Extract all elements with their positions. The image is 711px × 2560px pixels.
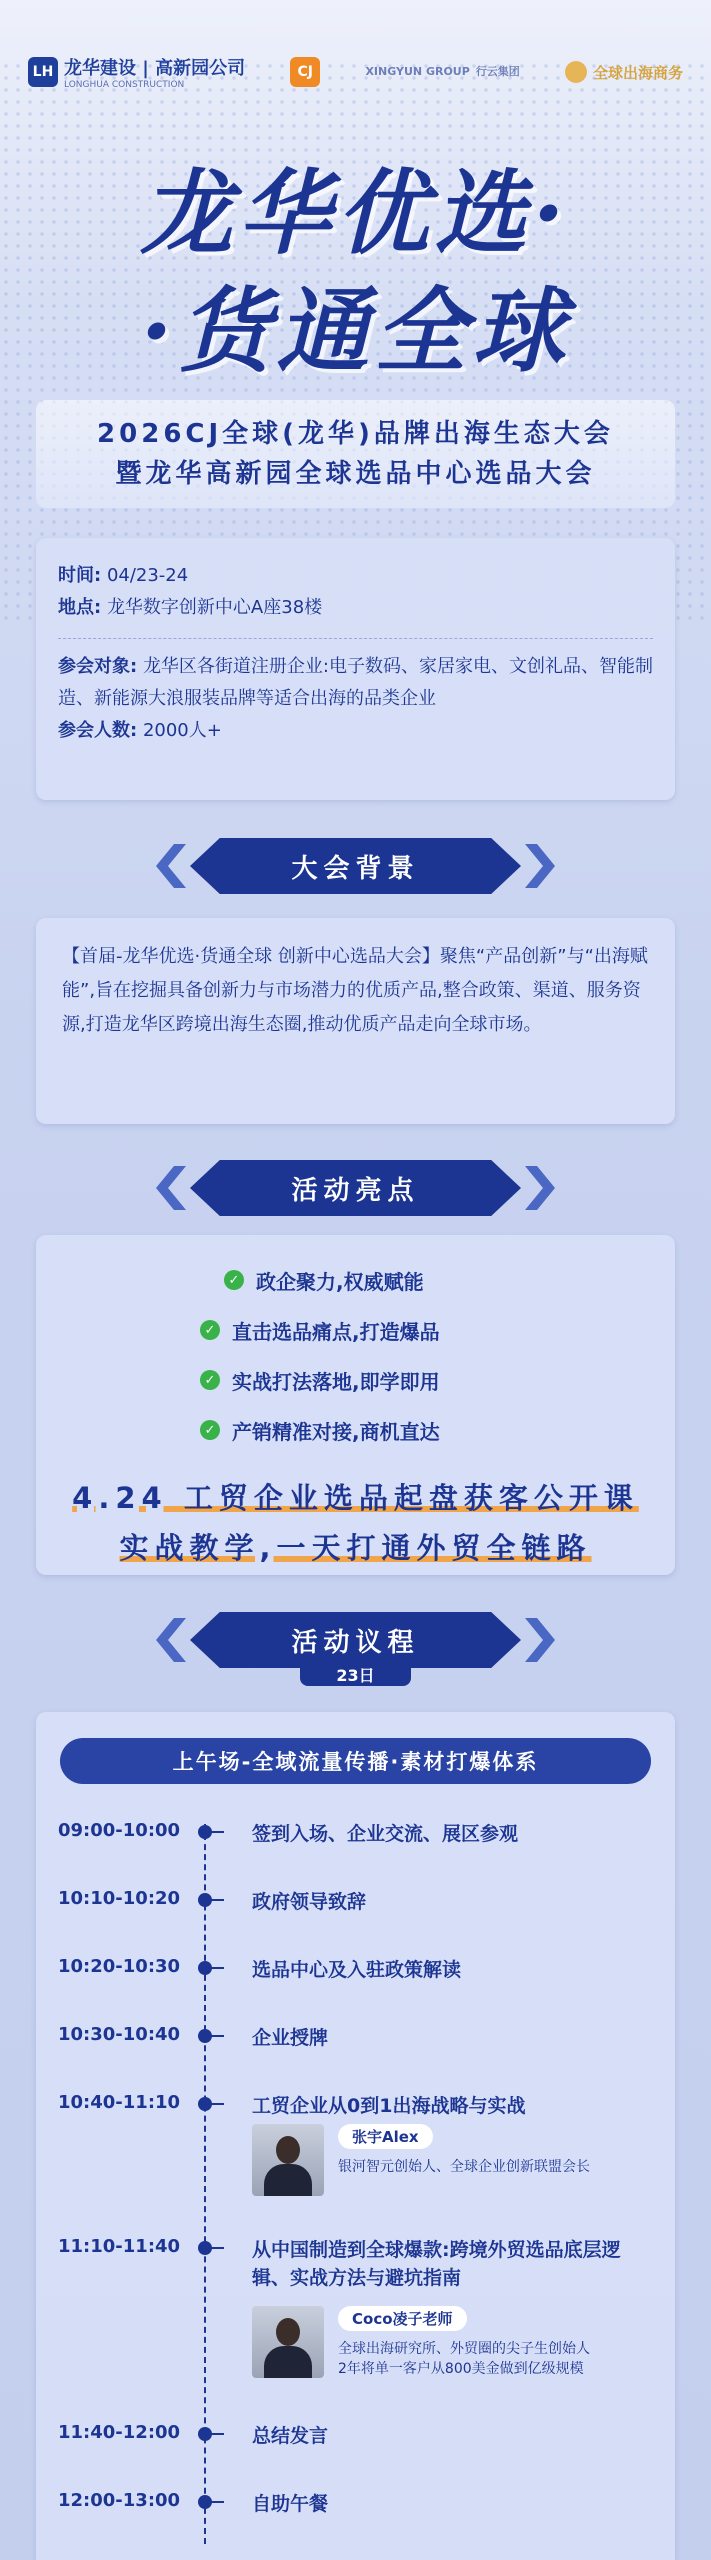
timeline-dot — [198, 1825, 212, 1839]
check-icon: ✓ — [200, 1320, 220, 1340]
speaker-photo — [252, 2306, 324, 2378]
schedule-card: 上午场-全域流量传播·素材打爆体系 09:00-10:00 签到入场、企业交流、展区参观 10:10-10:20 政府领导致辞 10:20-10:30 选品中心及入驻政策解读 10:30-10:40 企业授牌 10:40-11:10 工贸企业从0到1出海战略与实战 张宇Alex 银河智元创始人、全球企业创新联盟会长 11:10-11:40 从中国制造到全球爆款:跨境外贸选品底层逻辑、实战方法与避坑指南 Coco凌子老师 全球出海研究所、外贸圈的尖子生创始人 2年将单一客户从800美金做到亿级规模 11:40-12:00 总结发言 12:00-13:00 自助午餐 — [36, 1712, 675, 2560]
timeline-dot — [198, 2241, 212, 2255]
highlights-card — [36, 1235, 675, 1575]
place-row: 地点: 龙华数字创新中心A座38楼 — [58, 597, 323, 618]
slogan-line1: 4.24 工贸企业选品起盘获客公开课 — [72, 1481, 639, 1515]
speaker-card — [252, 2306, 590, 2379]
longhua-logo-sub: LONGHUA CONSTRUCTION — [64, 80, 185, 90]
highlight-item: ✓ 产销精准对接,商机直达 — [36, 1405, 675, 1455]
background-text: 【首届-龙华优选·货通全球 创新中心选品大会】聚焦“产品创新”与“出海赋能”,旨在挖掘具备创新力与市场潜力的优质产品,整合政策、渠道、服务资源,打造龙华区跨境出海生态圈,推动优质产品走向全球市场。 — [62, 946, 648, 1035]
xingyun-logo-sub: 行云集团 — [475, 65, 520, 78]
count-row: 参会人数: 2000人+ — [58, 720, 222, 741]
timeline-dot — [198, 2495, 212, 2509]
session-title: 上午场-全域流量传播·素材打爆体系 — [60, 1738, 651, 1784]
speaker-photo — [252, 2124, 324, 2196]
subtitle-line2: 暨龙华高新园全球选品中心选品大会 — [115, 459, 596, 489]
section-banner-background — [190, 838, 521, 894]
highlight-item: ✓ 直击选品痛点,打造爆品 — [36, 1305, 675, 1355]
section-title-highlights: 活动亮点 — [291, 1175, 420, 1206]
event-subtitle — [36, 400, 675, 508]
schedule-date: 23日 — [336, 1666, 375, 1685]
speaker-name: Coco凌子老师 — [338, 2306, 467, 2331]
speaker-role: 全球出海研究所、外贸圈的尖子生创始人 2年将单一客户从800美金做到亿级规模 — [338, 2341, 590, 2377]
longhua-logo-name: 龙华建设 | 高新园公司 — [64, 58, 246, 79]
info-card — [36, 538, 675, 800]
timeline-dot — [198, 1893, 212, 1907]
global-business-logo — [565, 61, 683, 83]
xingyun-logo — [365, 66, 519, 78]
timeline-dot — [198, 2029, 212, 2043]
logo-bar — [28, 50, 683, 94]
section-title-background: 大会背景 — [291, 853, 420, 884]
hero-title-line2: ·货通全球 — [140, 277, 571, 385]
slogan-line2: 实战教学,一天打通外贸全链路 — [119, 1531, 592, 1565]
audience-row: 参会对象: 龙华区各街道注册企业:电子数码、家居家电、文创礼品、智能制造、新能源大浪服装品牌等适合出海的品类企业 — [58, 656, 653, 709]
section-banner-highlights — [190, 1160, 521, 1216]
background-card — [36, 918, 675, 1124]
timeline-dot — [198, 1961, 212, 1975]
xingyun-logo-name: XINGYUN GROUP — [365, 65, 470, 78]
check-icon: ✓ — [200, 1420, 220, 1440]
time-row: 时间: 04/23-24 — [58, 565, 189, 586]
highlight-item: ✓ 政企聚力,权威赋能 — [36, 1255, 675, 1305]
check-icon: ✓ — [224, 1270, 244, 1290]
speaker-name: 张宇Alex — [338, 2124, 433, 2149]
timeline-dot — [198, 2097, 212, 2111]
speaker-role: 银河智元创始人、全球企业创新联盟会长 — [338, 2159, 590, 2175]
longhua-logo — [28, 54, 245, 90]
section-title-schedule: 活动议程 — [291, 1627, 420, 1658]
global-business-logo-name: 全球出海商务 — [592, 63, 683, 82]
timeline-dot — [198, 2427, 212, 2441]
highlight-item: ✓ 实战打法落地,即学即用 — [36, 1355, 675, 1405]
subtitle-line1: 2026CJ全球(龙华)品牌出海生态大会 — [97, 419, 614, 449]
check-icon: ✓ — [200, 1370, 220, 1390]
longhua-logo-icon: LH — [28, 57, 58, 87]
divider — [58, 638, 653, 639]
hero-title-line1: 龙华优选· — [140, 159, 571, 267]
cj-logo — [290, 57, 320, 87]
cj-logo-icon: CJ — [290, 57, 320, 87]
speaker-card — [252, 2124, 590, 2196]
globe-icon — [565, 61, 587, 83]
